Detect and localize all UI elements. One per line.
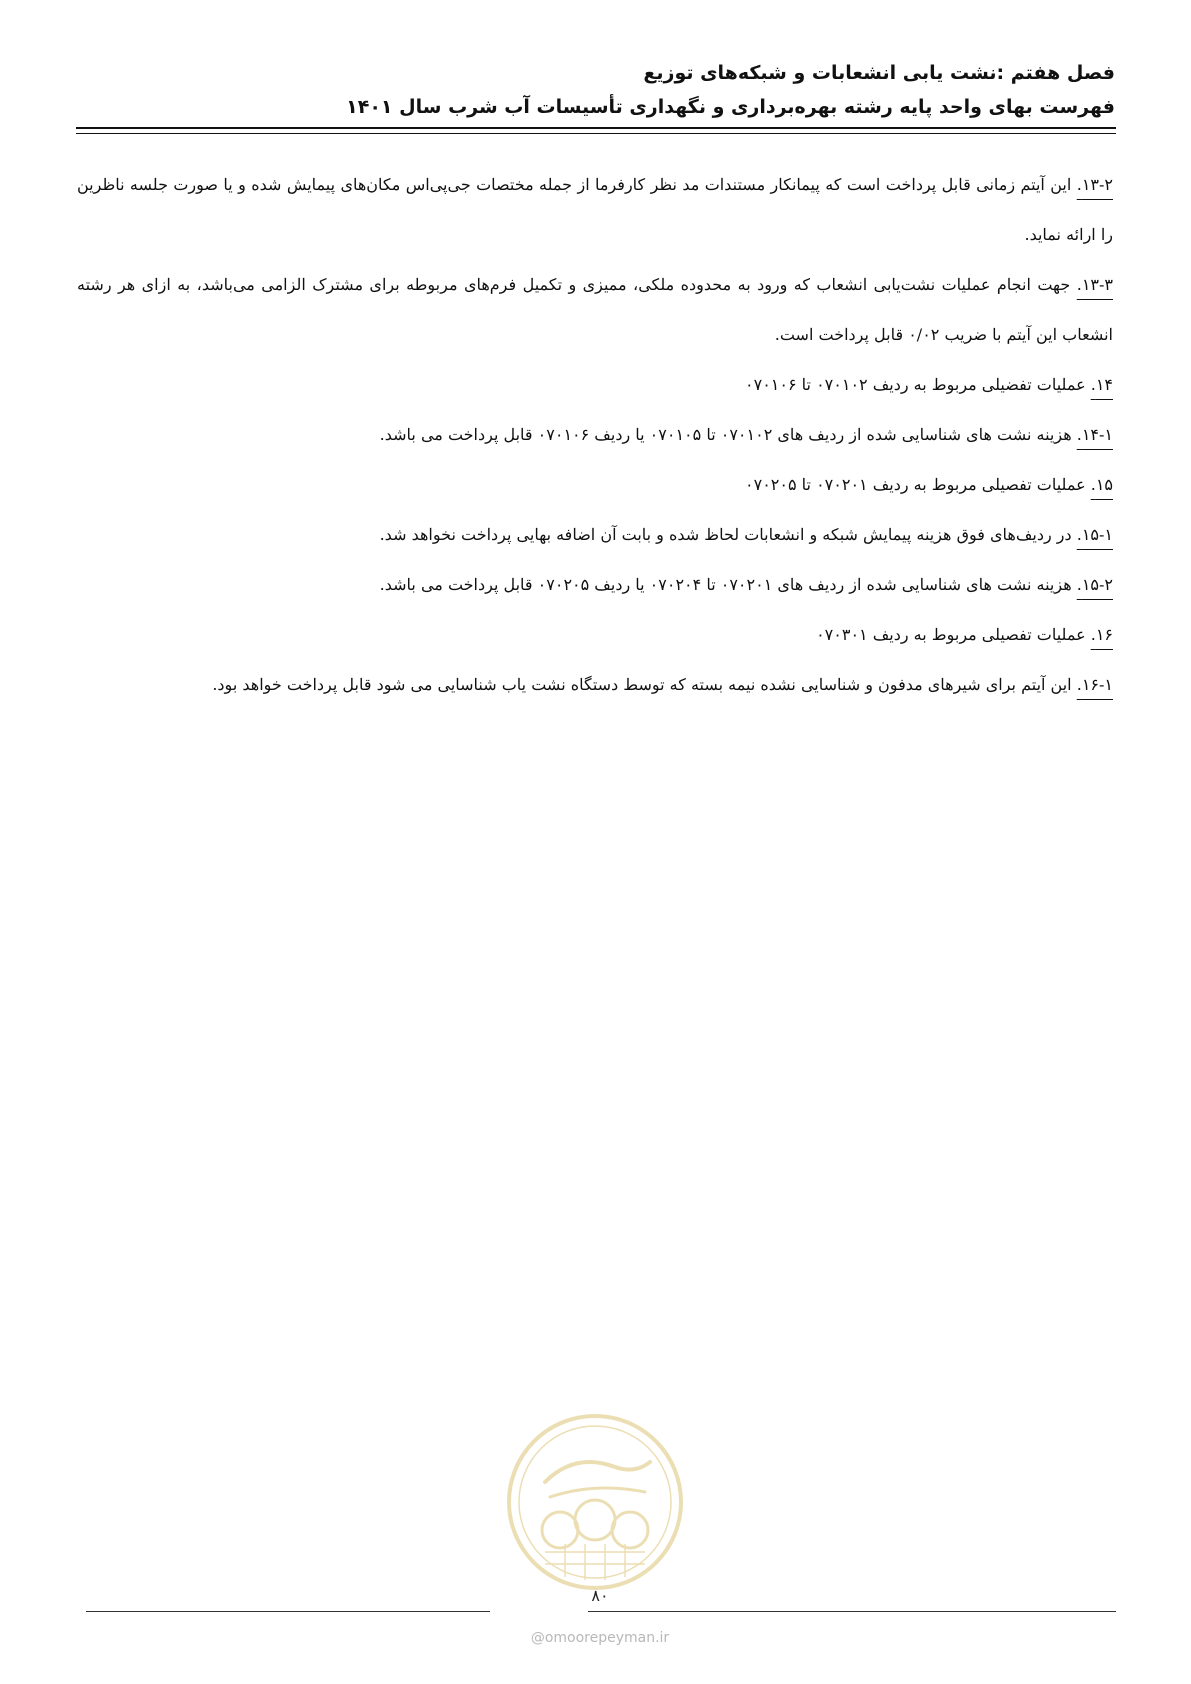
paragraph-number: ۱۶.	[1090, 625, 1113, 644]
page-header	[75, 56, 1115, 124]
paragraph-number: ۱۴-۱.	[1076, 425, 1113, 444]
paragraph-text: این آیتم زمانی قابل پرداخت است که پیمانکار مستندات مد نظر کارفرما از جمله مختصات جی‌پی‌اس مکان‌های پیمایش شده و یا صورت جلسه ناظرین را ارائه نماید.	[77, 175, 1113, 244]
paragraph-15	[77, 460, 1113, 510]
header-rule-thick	[76, 127, 1116, 129]
chapter-title: فصل هفتم :نشت یابی انشعابات و شبکه‌های توزیع	[643, 62, 1115, 84]
paragraph-text: عملیات تفصیلی مربوط به ردیف ۰۷۰۳۰۱	[816, 625, 1091, 644]
paragraph-number: ۱۴.	[1090, 375, 1113, 394]
paragraph-16	[77, 610, 1113, 660]
paragraph-15-1	[77, 510, 1113, 560]
paragraph-13-3	[77, 260, 1113, 360]
paragraph-13-2	[77, 160, 1113, 260]
paragraph-text: هزینه نشت های شناسایی شده از ردیف های ۰۷۰۲۰۱ تا ۰۷۰۲۰۴ یا ردیف ۰۷۰۲۰۵ قابل پرداخت می باشد.	[379, 575, 1077, 594]
footer-rule-left	[86, 1611, 490, 1612]
watermark-logo-icon	[505, 1412, 685, 1592]
header-rule-thin	[76, 133, 1116, 134]
paragraph-number: ۱۳-۳.	[1076, 275, 1114, 294]
paragraph-number: ۱۶-۱.	[1076, 675, 1113, 694]
footer-rule-right	[588, 1611, 1116, 1612]
website-watermark: @omoorepeyman.ir	[530, 1630, 670, 1646]
paragraph-number: ۱۵.	[1090, 475, 1113, 494]
paragraph-text: عملیات تفضیلی مربوط به ردیف ۰۷۰۱۰۲ تا ۰۷۰۱۰۶	[745, 375, 1091, 394]
page-number: ۸۰	[591, 1586, 609, 1605]
paragraph-number: ۱۳-۲.	[1076, 175, 1113, 194]
paragraph-number: ۱۵-۲.	[1076, 575, 1113, 594]
document-title: فهرست بهای واحد پایه رشته بهره‌برداری و نگهداری تأسیسات آب شرب سال ۱۴۰۱	[346, 96, 1115, 118]
paragraph-text: در ردیف‌های فوق هزینه پیمایش شبکه و انشعابات لحاظ شده و بابت آن اضافه بهایی پرداخت نخواهد شد.	[379, 525, 1077, 544]
paragraph-text: عملیات تفصیلی مربوط به ردیف ۰۷۰۲۰۱ تا ۰۷۰۲۰۵	[745, 475, 1091, 494]
paragraph-14-1	[77, 410, 1113, 460]
paragraph-number: ۱۵-۱.	[1076, 525, 1113, 544]
paragraph-text: جهت انجام عملیات نشت‌یابی انشعاب که ورود به محدوده ملکی، ممیزی و تکمیل فرم‌های مربوطه برای مشترک الزامی می‌باشد، به ازای هر رشته انشعاب این آیتم با ضریب ۰/۰۲ قابل پرداخت است.	[77, 275, 1113, 344]
paragraph-14	[77, 360, 1113, 410]
body-content	[77, 160, 1113, 710]
paragraph-15-2	[77, 560, 1113, 610]
paragraph-text: هزینه نشت های شناسایی شده از ردیف های ۰۷۰۱۰۲ تا ۰۷۰۱۰۵ یا ردیف ۰۷۰۱۰۶ قابل پرداخت می باشد.	[379, 425, 1077, 444]
paragraph-16-1	[77, 660, 1113, 710]
paragraph-text: این آیتم برای شیرهای مدفون و شناسایی نشده نیمه بسته که توسط دستگاه نشت یاب شناسایی می شود قابل پرداخت خواهد بود.	[212, 675, 1077, 694]
